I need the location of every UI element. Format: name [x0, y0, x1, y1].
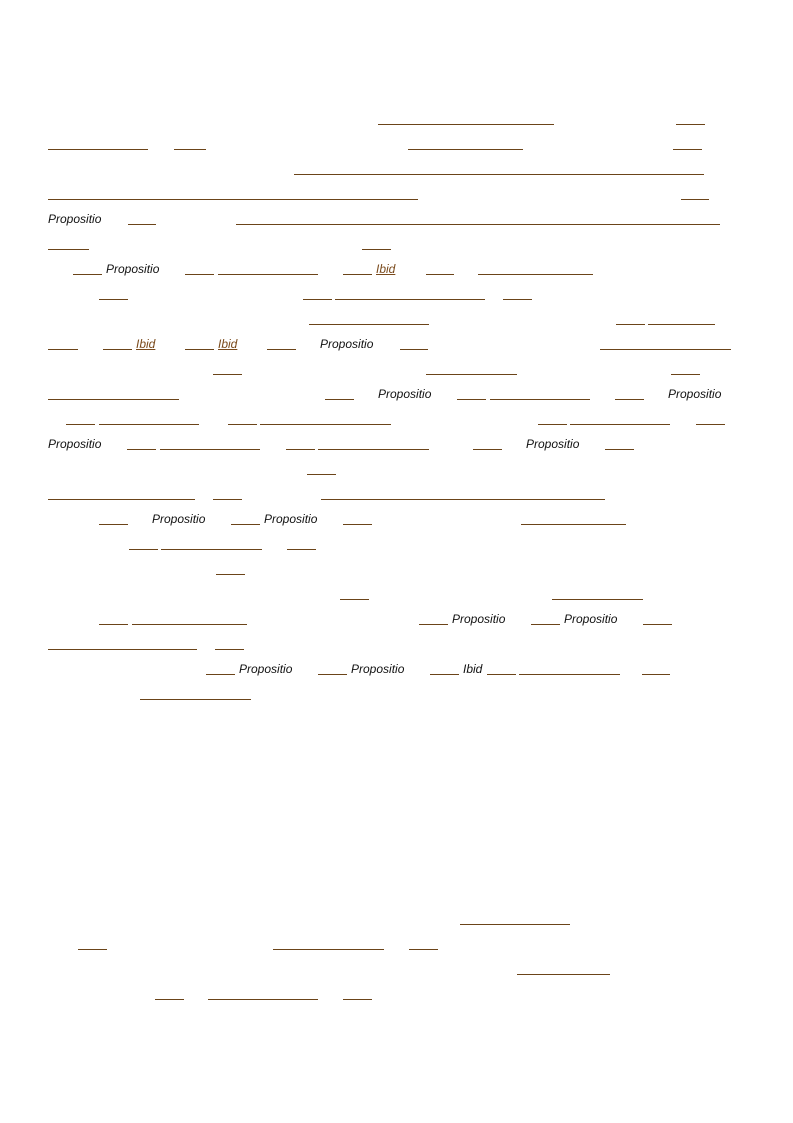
blank-rule	[676, 124, 705, 125]
ibid-link[interactable]: Ibid	[218, 337, 238, 351]
blank-rule	[206, 674, 235, 675]
blank-rule	[478, 274, 593, 275]
word-ibid: Ibid	[463, 662, 483, 676]
blank-rule	[294, 174, 704, 175]
blank-rule	[99, 299, 128, 300]
blank-rule	[218, 274, 318, 275]
word-propositio: Propositio	[320, 337, 374, 351]
blank-rule	[273, 949, 384, 950]
blank-rule	[426, 374, 517, 375]
word-propositio: Propositio	[452, 612, 506, 626]
blank-rule	[48, 349, 78, 350]
blank-rule	[321, 499, 605, 500]
blank-rule	[318, 449, 429, 450]
blank-rule	[215, 649, 244, 650]
blank-rule	[48, 649, 197, 650]
blank-rule	[643, 624, 672, 625]
blank-rule	[642, 674, 670, 675]
blank-rule	[408, 149, 523, 150]
blank-rule	[335, 299, 485, 300]
blank-rule	[228, 424, 257, 425]
ibid-link[interactable]: Ibid	[376, 262, 396, 276]
blank-rule	[185, 349, 214, 350]
blank-rule	[538, 424, 567, 425]
blank-rule	[132, 624, 247, 625]
blank-rule	[570, 424, 670, 425]
blank-rule	[503, 299, 532, 300]
word-propositio: Propositio	[264, 512, 318, 526]
blank-rule	[307, 474, 336, 475]
blank-rule	[419, 624, 448, 625]
blank-rule	[161, 549, 262, 550]
blank-rule	[160, 449, 260, 450]
word-propositio: Propositio	[378, 387, 432, 401]
word-propositio: Propositio	[351, 662, 405, 676]
blank-rule	[213, 374, 242, 375]
blank-rule	[325, 399, 354, 400]
blank-rule	[208, 999, 318, 1000]
blank-rule	[140, 699, 251, 700]
ibid-link[interactable]: Ibid	[136, 337, 156, 351]
blank-rule	[340, 599, 369, 600]
blank-rule	[287, 549, 316, 550]
blank-rule	[487, 674, 516, 675]
word-propositio: Propositio	[239, 662, 293, 676]
blank-rule	[616, 324, 645, 325]
blank-rule	[99, 624, 128, 625]
word-propositio: Propositio	[48, 212, 102, 226]
blank-rule	[99, 424, 199, 425]
blank-rule	[267, 349, 296, 350]
blank-rule	[48, 249, 89, 250]
blank-rule	[473, 449, 502, 450]
blank-rule	[213, 499, 242, 500]
blank-rule	[696, 424, 725, 425]
blank-rule	[129, 549, 158, 550]
blank-rule	[48, 499, 195, 500]
blank-rule	[128, 224, 156, 225]
blank-rule	[174, 149, 206, 150]
blank-rule	[671, 374, 700, 375]
blank-rule	[66, 424, 95, 425]
blank-rule	[648, 324, 715, 325]
blank-rule	[362, 249, 391, 250]
blank-rule	[490, 399, 590, 400]
blank-rule	[127, 449, 156, 450]
blank-rule	[236, 224, 720, 225]
blank-rule	[517, 974, 610, 975]
blank-rule	[103, 349, 132, 350]
blank-rule	[531, 624, 560, 625]
blank-rule	[378, 124, 554, 125]
blank-rule	[400, 349, 428, 350]
blank-rule	[521, 524, 626, 525]
word-propositio: Propositio	[48, 437, 102, 451]
blank-rule	[231, 524, 260, 525]
blank-rule	[615, 399, 644, 400]
blank-rule	[430, 674, 459, 675]
blank-rule	[99, 524, 128, 525]
blank-rule	[216, 574, 245, 575]
blank-rule	[155, 999, 184, 1000]
blank-rule	[409, 949, 438, 950]
blank-rule	[318, 674, 347, 675]
word-propositio: Propositio	[106, 262, 160, 276]
blank-rule	[552, 599, 643, 600]
blank-rule	[673, 149, 702, 150]
blank-rule	[343, 524, 372, 525]
blank-rule	[605, 449, 634, 450]
blank-rule	[260, 424, 391, 425]
word-propositio: Propositio	[152, 512, 206, 526]
blank-rule	[73, 274, 102, 275]
blank-rule	[600, 349, 731, 350]
blank-rule	[48, 149, 148, 150]
blank-rule	[303, 299, 332, 300]
blank-rule	[48, 399, 179, 400]
word-propositio: Propositio	[668, 387, 722, 401]
blank-rule	[426, 274, 454, 275]
blank-rule	[681, 199, 709, 200]
blank-rule	[519, 674, 620, 675]
blank-rule	[457, 399, 486, 400]
blank-rule	[343, 274, 372, 275]
word-propositio: Propositio	[526, 437, 580, 451]
blank-rule	[343, 999, 372, 1000]
blank-rule	[48, 199, 418, 200]
blank-rule	[185, 274, 214, 275]
blank-rule	[78, 949, 107, 950]
word-propositio: Propositio	[564, 612, 618, 626]
blank-rule	[286, 449, 315, 450]
blank-rule	[309, 324, 429, 325]
blank-rule	[460, 924, 570, 925]
